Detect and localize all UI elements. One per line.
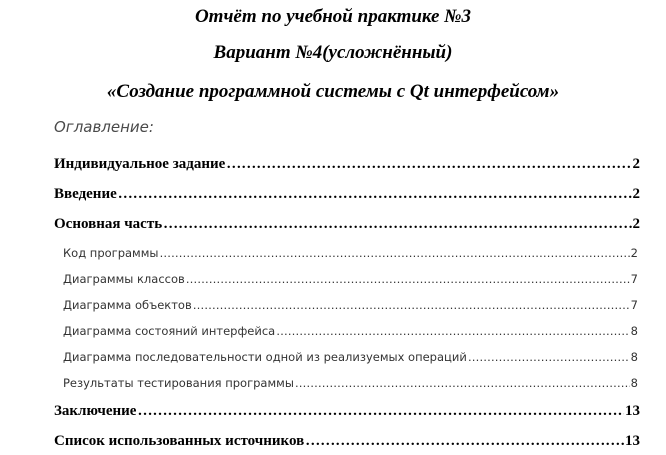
toc-leader-dots bbox=[276, 324, 629, 338]
toc-entry-label: Диаграмма последовательности одной из реализуемых операций bbox=[63, 350, 467, 364]
toc-leader-dots bbox=[226, 156, 631, 173]
toc-entry-label: Список использованных источников bbox=[54, 433, 305, 449]
toc-entry-page: 7 bbox=[630, 298, 638, 312]
toc-entry-introduction[interactable] bbox=[54, 186, 640, 203]
title-line-topic: «Создание программной системы с Qt интерфейсом» bbox=[106, 81, 560, 102]
toc-entry-page: 2 bbox=[632, 186, 640, 202]
toc-heading: Оглавление: bbox=[54, 118, 154, 136]
toc-entry-page: 8 bbox=[630, 324, 638, 338]
toc-entry-page: 2 bbox=[630, 246, 638, 260]
toc-entry-label: Диаграмма состояний интерфейса bbox=[63, 324, 276, 338]
toc-leader-dots bbox=[186, 272, 630, 286]
toc-leader-dots bbox=[137, 403, 624, 420]
toc-leader-dots bbox=[305, 433, 624, 450]
title-line-report: Отчёт по учебной практике №3 bbox=[194, 6, 472, 27]
toc-entry-individual-task[interactable] bbox=[54, 156, 640, 173]
toc-entry-references[interactable] bbox=[54, 433, 640, 450]
toc-entry-page: 2 bbox=[632, 156, 640, 172]
toc-entry-object-diagram[interactable] bbox=[63, 298, 638, 312]
toc-entry-test-results[interactable] bbox=[63, 376, 638, 390]
toc-leader-dots bbox=[163, 216, 631, 233]
toc-entry-label: Заключение bbox=[54, 403, 137, 419]
toc-entry-page: 13 bbox=[625, 403, 640, 419]
toc-entry-class-diagrams[interactable] bbox=[63, 272, 638, 286]
toc-leader-dots bbox=[193, 298, 630, 312]
toc-entry-label: Код программы bbox=[63, 246, 159, 260]
toc-entry-sequence-diagram[interactable] bbox=[63, 350, 638, 364]
toc-entry-page: 13 bbox=[625, 433, 640, 449]
toc-leader-dots bbox=[295, 376, 630, 390]
title-line-variant: Вариант №4(усложнённый) bbox=[213, 42, 453, 63]
toc-leader-dots bbox=[468, 350, 630, 364]
toc-entry-label: Основная часть bbox=[54, 216, 163, 232]
toc-leader-dots bbox=[159, 246, 629, 260]
toc-entry-state-diagram[interactable] bbox=[63, 324, 638, 338]
toc-entry-main-part[interactable] bbox=[54, 216, 640, 233]
toc-entry-page: 8 bbox=[630, 350, 638, 364]
toc-entry-label: Индивидуальное задание bbox=[54, 156, 226, 172]
toc-entry-page: 7 bbox=[630, 272, 638, 286]
toc-entry-program-code[interactable] bbox=[63, 246, 638, 260]
toc-entry-label: Диаграммы классов bbox=[63, 272, 185, 286]
toc-entry-conclusion[interactable] bbox=[54, 403, 640, 420]
toc-leader-dots bbox=[118, 186, 632, 203]
toc-entry-label: Результаты тестирования программы bbox=[63, 376, 294, 390]
toc-entry-label: Введение bbox=[54, 186, 117, 202]
toc-entry-label: Диаграмма объектов bbox=[63, 298, 192, 312]
toc-entry-page: 2 bbox=[632, 216, 640, 232]
toc-entry-page: 8 bbox=[630, 376, 638, 390]
